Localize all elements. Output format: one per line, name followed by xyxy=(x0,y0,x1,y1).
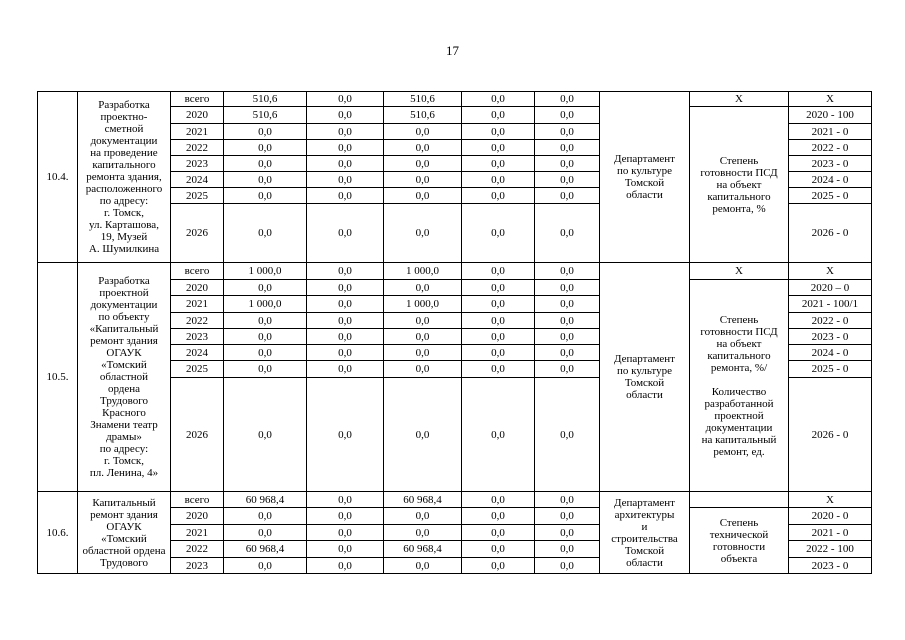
regional-value: 0,0 xyxy=(384,280,462,296)
total-value: 0,0 xyxy=(224,140,307,156)
indicator-name-line: капитального xyxy=(707,349,771,362)
regional-value: 0,0 xyxy=(384,525,462,541)
responsible-executor-line: области xyxy=(626,556,663,569)
period-cell: 2025 xyxy=(171,361,224,378)
total-value: 510,6 xyxy=(224,107,307,124)
local-value: 0,0 xyxy=(462,204,535,263)
period-cell: 2026 xyxy=(171,378,224,492)
indicator-name-line: проектной xyxy=(714,409,764,422)
total-value: 0,0 xyxy=(224,558,307,574)
item-name-line: г. Томск, xyxy=(104,455,144,467)
period-cell: всего xyxy=(171,263,224,280)
period-cell: всего xyxy=(171,92,224,107)
total-value: 0,0 xyxy=(224,525,307,541)
target-value: 2021 - 0 xyxy=(789,124,872,140)
extrabudget-value: 0,0 xyxy=(535,508,600,525)
item-name-line: Разработка xyxy=(98,275,150,287)
item-name-line: Капитальный xyxy=(92,496,156,509)
total-value: 0,0 xyxy=(224,313,307,329)
indicator-name-line: на объект xyxy=(716,178,762,191)
local-value: 0,0 xyxy=(462,140,535,156)
item-name-line: Красного xyxy=(102,407,146,419)
regional-value: 0,0 xyxy=(384,188,462,204)
period-cell: 2023 xyxy=(171,329,224,345)
regional-value: 1 000,0 xyxy=(384,263,462,280)
item-name xyxy=(78,92,171,263)
target-value: 2021 - 0 xyxy=(789,525,872,541)
period-cell: 2026 xyxy=(171,204,224,263)
target-value: 2022 - 100 xyxy=(789,541,872,558)
responsible-executor-line: области xyxy=(626,189,663,201)
federal-value: 0,0 xyxy=(307,525,384,541)
indicator-name xyxy=(690,107,789,263)
item-name-line: «Томский xyxy=(101,532,147,545)
federal-value: 0,0 xyxy=(307,313,384,329)
regional-value: 0,0 xyxy=(384,156,462,172)
table-row xyxy=(38,92,872,107)
regional-value: 0,0 xyxy=(384,508,462,525)
target-value: X xyxy=(789,492,872,508)
local-value: 0,0 xyxy=(462,172,535,188)
indicator-name-line: ремонт, ед. xyxy=(713,445,765,458)
item-name-line: расположенного xyxy=(85,183,163,195)
indicator-name-line: на капитальный xyxy=(701,433,777,446)
federal-value: 0,0 xyxy=(307,140,384,156)
regional-value: 0,0 xyxy=(384,558,462,574)
federal-value: 0,0 xyxy=(307,107,384,124)
period-cell: 2024 xyxy=(171,172,224,188)
total-value: 0,0 xyxy=(224,124,307,140)
extrabudget-value: 0,0 xyxy=(535,361,600,378)
local-value: 0,0 xyxy=(462,525,535,541)
target-value: 2026 - 0 xyxy=(789,378,872,492)
period-cell: 2025 xyxy=(171,188,224,204)
regional-value: 0,0 xyxy=(384,378,462,492)
target-value: 2020 - 0 xyxy=(789,508,872,525)
local-value: 0,0 xyxy=(462,313,535,329)
federal-value: 0,0 xyxy=(307,263,384,280)
responsible-executor-line: по культуре xyxy=(617,365,672,377)
extrabudget-value: 0,0 xyxy=(535,204,600,263)
extrabudget-value: 0,0 xyxy=(535,107,600,124)
federal-value: 0,0 xyxy=(307,378,384,492)
federal-value: 0,0 xyxy=(307,156,384,172)
item-name-line: ремонт здания xyxy=(90,335,158,347)
item-name-line: документации xyxy=(90,299,158,311)
item-name xyxy=(78,263,171,492)
target-value: 2020 - 100 xyxy=(789,107,872,124)
responsible-executor-line: области xyxy=(626,389,663,401)
indicator-name-line: на объект xyxy=(716,337,762,350)
regional-value: 0,0 xyxy=(384,361,462,378)
extrabudget-value: 0,0 xyxy=(535,345,600,361)
period-cell: 2021 xyxy=(171,124,224,140)
extrabudget-value: 0,0 xyxy=(535,541,600,558)
responsible-executor-line: по культуре xyxy=(617,165,672,177)
item-name-line: «Томский xyxy=(101,359,147,371)
total-value: 0,0 xyxy=(224,361,307,378)
federal-value: 0,0 xyxy=(307,188,384,204)
extrabudget-value: 0,0 xyxy=(535,156,600,172)
total-value: 0,0 xyxy=(224,172,307,188)
indicator-name-line: документации xyxy=(705,421,773,434)
target-value: 2024 - 0 xyxy=(789,172,872,188)
local-value: 0,0 xyxy=(462,378,535,492)
indicator-name xyxy=(690,508,789,574)
program-table xyxy=(37,91,872,574)
item-name-line: ОГАУК xyxy=(106,347,142,359)
extrabudget-value: 0,0 xyxy=(535,92,600,107)
indicator-name-line: разработанной xyxy=(704,397,774,410)
total-value: 0,0 xyxy=(224,508,307,525)
target-value: 2023 - 0 xyxy=(789,558,872,574)
period-cell: 2022 xyxy=(171,140,224,156)
item-name-line: по адресу: xyxy=(99,443,149,455)
indicator-name-line: готовности xyxy=(712,540,766,553)
indicator-header: X xyxy=(690,92,789,107)
extrabudget-value: 0,0 xyxy=(535,140,600,156)
indicator-name-line: объекта xyxy=(720,552,758,565)
local-value: 0,0 xyxy=(462,541,535,558)
indicator-name-line: Степень xyxy=(719,154,759,167)
total-value: 0,0 xyxy=(224,345,307,361)
target-value: 2021 - 100/1 xyxy=(789,296,872,313)
item-name-line: областной xyxy=(99,371,149,383)
target-value: 2024 - 0 xyxy=(789,345,872,361)
indicator-header xyxy=(690,492,789,508)
target-value: 2022 - 0 xyxy=(789,140,872,156)
indicator-header: X xyxy=(690,263,789,280)
responsible-executor-line: и xyxy=(641,520,648,533)
item-name-line: г. Томск, xyxy=(104,207,144,219)
regional-value: 0,0 xyxy=(384,124,462,140)
regional-value: 60 968,4 xyxy=(384,541,462,558)
local-value: 0,0 xyxy=(462,92,535,107)
item-name-line: ремонт здания xyxy=(90,508,158,521)
target-value: X xyxy=(789,263,872,280)
target-value: 2026 - 0 xyxy=(789,204,872,263)
regional-value: 0,0 xyxy=(384,345,462,361)
responsible-executor-line: Департамент xyxy=(613,353,675,365)
item-name-line: Разработка xyxy=(98,99,150,111)
item-name-line: Трудового xyxy=(100,556,148,569)
local-value: 0,0 xyxy=(462,280,535,296)
table-row xyxy=(38,492,872,508)
total-value: 0,0 xyxy=(224,204,307,263)
item-name-line: драмы» xyxy=(106,431,142,443)
item-name-line: пл. Ленина, 4» xyxy=(89,467,159,479)
item-number: 10.6. xyxy=(38,492,78,574)
local-value: 0,0 xyxy=(462,361,535,378)
item-name-line: проектной xyxy=(99,287,149,299)
item-name-line: по адресу: xyxy=(99,195,149,207)
local-value: 0,0 xyxy=(462,508,535,525)
total-value: 1 000,0 xyxy=(224,296,307,313)
period-cell: 2022 xyxy=(171,541,224,558)
item-name-line: 19, Музей xyxy=(100,231,148,243)
federal-value: 0,0 xyxy=(307,345,384,361)
total-value: 60 968,4 xyxy=(224,541,307,558)
responsible-executor-line: Томской xyxy=(624,544,665,557)
local-value: 0,0 xyxy=(462,188,535,204)
item-name-line: областной ордена xyxy=(82,544,166,557)
regional-value: 0,0 xyxy=(384,313,462,329)
indicator-name xyxy=(690,280,789,492)
item-name-line: Знамени театр xyxy=(90,419,158,431)
responsible-executor-line: Департамент xyxy=(613,496,675,509)
total-value: 0,0 xyxy=(224,188,307,204)
period-cell: 2020 xyxy=(171,107,224,124)
extrabudget-value: 0,0 xyxy=(535,313,600,329)
page-number: 17 xyxy=(446,43,459,58)
local-value: 0,0 xyxy=(462,492,535,508)
indicator-name-line: технической xyxy=(709,528,769,541)
responsible-executor xyxy=(600,263,690,492)
total-value: 0,0 xyxy=(224,156,307,172)
target-value: X xyxy=(789,92,872,107)
period-cell: 2023 xyxy=(171,156,224,172)
item-name-line: сметной xyxy=(104,123,144,135)
item-number: 10.4. xyxy=(38,92,78,263)
period-cell: всего xyxy=(171,492,224,508)
extrabudget-value: 0,0 xyxy=(535,329,600,345)
federal-value: 0,0 xyxy=(307,172,384,188)
total-value: 0,0 xyxy=(224,280,307,296)
federal-value: 0,0 xyxy=(307,204,384,263)
indicator-name-line: ремонта, % xyxy=(712,202,766,215)
local-value: 0,0 xyxy=(462,296,535,313)
target-value: 2022 - 0 xyxy=(789,313,872,329)
item-name-line: документации xyxy=(90,135,158,147)
regional-value: 510,6 xyxy=(384,107,462,124)
item-name-line: ОГАУК xyxy=(106,520,142,533)
regional-value: 0,0 xyxy=(384,172,462,188)
responsible-executor-line: строительства xyxy=(611,532,678,545)
federal-value: 0,0 xyxy=(307,124,384,140)
item-name-line: на проведение xyxy=(90,147,158,159)
item-name-line: ремонта здания, xyxy=(86,171,162,183)
local-value: 0,0 xyxy=(462,124,535,140)
local-value: 0,0 xyxy=(462,263,535,280)
responsible-executor-line: Томской xyxy=(624,177,665,189)
federal-value: 0,0 xyxy=(307,541,384,558)
extrabudget-value: 0,0 xyxy=(535,172,600,188)
indicator-name-line: капитального xyxy=(707,190,771,203)
item-name-line: по объекту xyxy=(98,311,150,323)
extrabudget-value: 0,0 xyxy=(535,263,600,280)
period-cell: 2020 xyxy=(171,508,224,525)
regional-value: 0,0 xyxy=(384,140,462,156)
indicator-name-line xyxy=(692,374,786,386)
responsible-executor-line: архитектуры xyxy=(614,508,675,521)
regional-value: 0,0 xyxy=(384,204,462,263)
responsible-executor-line: Томской xyxy=(624,377,665,389)
federal-value: 0,0 xyxy=(307,558,384,574)
period-cell: 2023 xyxy=(171,558,224,574)
extrabudget-value: 0,0 xyxy=(535,492,600,508)
period-cell: 2022 xyxy=(171,313,224,329)
extrabudget-value: 0,0 xyxy=(535,296,600,313)
period-cell: 2021 xyxy=(171,296,224,313)
federal-value: 0,0 xyxy=(307,92,384,107)
indicator-name-line: Степень xyxy=(719,516,759,529)
regional-value: 510,6 xyxy=(384,92,462,107)
indicator-name-line: ремонта, %/ xyxy=(710,361,768,374)
extrabudget-value: 0,0 xyxy=(535,280,600,296)
item-number: 10.5. xyxy=(38,263,78,492)
period-cell: 2020 xyxy=(171,280,224,296)
regional-value: 60 968,4 xyxy=(384,492,462,508)
item-name-line: капитального xyxy=(92,159,156,171)
responsible-executor-line: Департамент xyxy=(613,153,675,165)
item-name-line: Трудового xyxy=(100,395,148,407)
federal-value: 0,0 xyxy=(307,492,384,508)
extrabudget-value: 0,0 xyxy=(535,558,600,574)
target-value: 2025 - 0 xyxy=(789,361,872,378)
local-value: 0,0 xyxy=(462,345,535,361)
item-name-line: А. Шумилкина xyxy=(88,243,160,255)
indicator-name-line: готовности ПСД xyxy=(700,166,778,179)
indicator-name-line: Степень xyxy=(719,313,759,326)
indicator-name-line: Количество xyxy=(711,385,767,398)
target-value: 2023 - 0 xyxy=(789,156,872,172)
federal-value: 0,0 xyxy=(307,296,384,313)
local-value: 0,0 xyxy=(462,107,535,124)
indicator-name-line: готовности ПСД xyxy=(700,325,778,338)
extrabudget-value: 0,0 xyxy=(535,378,600,492)
period-cell: 2021 xyxy=(171,525,224,541)
regional-value: 1 000,0 xyxy=(384,296,462,313)
table-row xyxy=(38,263,872,280)
federal-value: 0,0 xyxy=(307,329,384,345)
extrabudget-value: 0,0 xyxy=(535,525,600,541)
extrabudget-value: 0,0 xyxy=(535,124,600,140)
item-name-line: ордена xyxy=(107,383,141,395)
total-value: 60 968,4 xyxy=(224,492,307,508)
total-value: 0,0 xyxy=(224,329,307,345)
federal-value: 0,0 xyxy=(307,280,384,296)
federal-value: 0,0 xyxy=(307,508,384,525)
item-name-line: ул. Карташова, xyxy=(89,219,159,231)
local-value: 0,0 xyxy=(462,156,535,172)
extrabudget-value: 0,0 xyxy=(535,188,600,204)
federal-value: 0,0 xyxy=(307,361,384,378)
item-name-line: «Капитальный xyxy=(89,323,159,335)
local-value: 0,0 xyxy=(462,329,535,345)
target-value: 2020 – 0 xyxy=(789,280,872,296)
target-value: 2025 - 0 xyxy=(789,188,872,204)
target-value: 2023 - 0 xyxy=(789,329,872,345)
local-value: 0,0 xyxy=(462,558,535,574)
responsible-executor xyxy=(600,92,690,263)
item-name-line: проектно- xyxy=(100,111,148,123)
total-value: 510,6 xyxy=(224,92,307,107)
total-value: 1 000,0 xyxy=(224,263,307,280)
item-name xyxy=(78,492,171,574)
responsible-executor xyxy=(600,492,690,574)
regional-value: 0,0 xyxy=(384,329,462,345)
total-value: 0,0 xyxy=(224,378,307,492)
period-cell: 2024 xyxy=(171,345,224,361)
